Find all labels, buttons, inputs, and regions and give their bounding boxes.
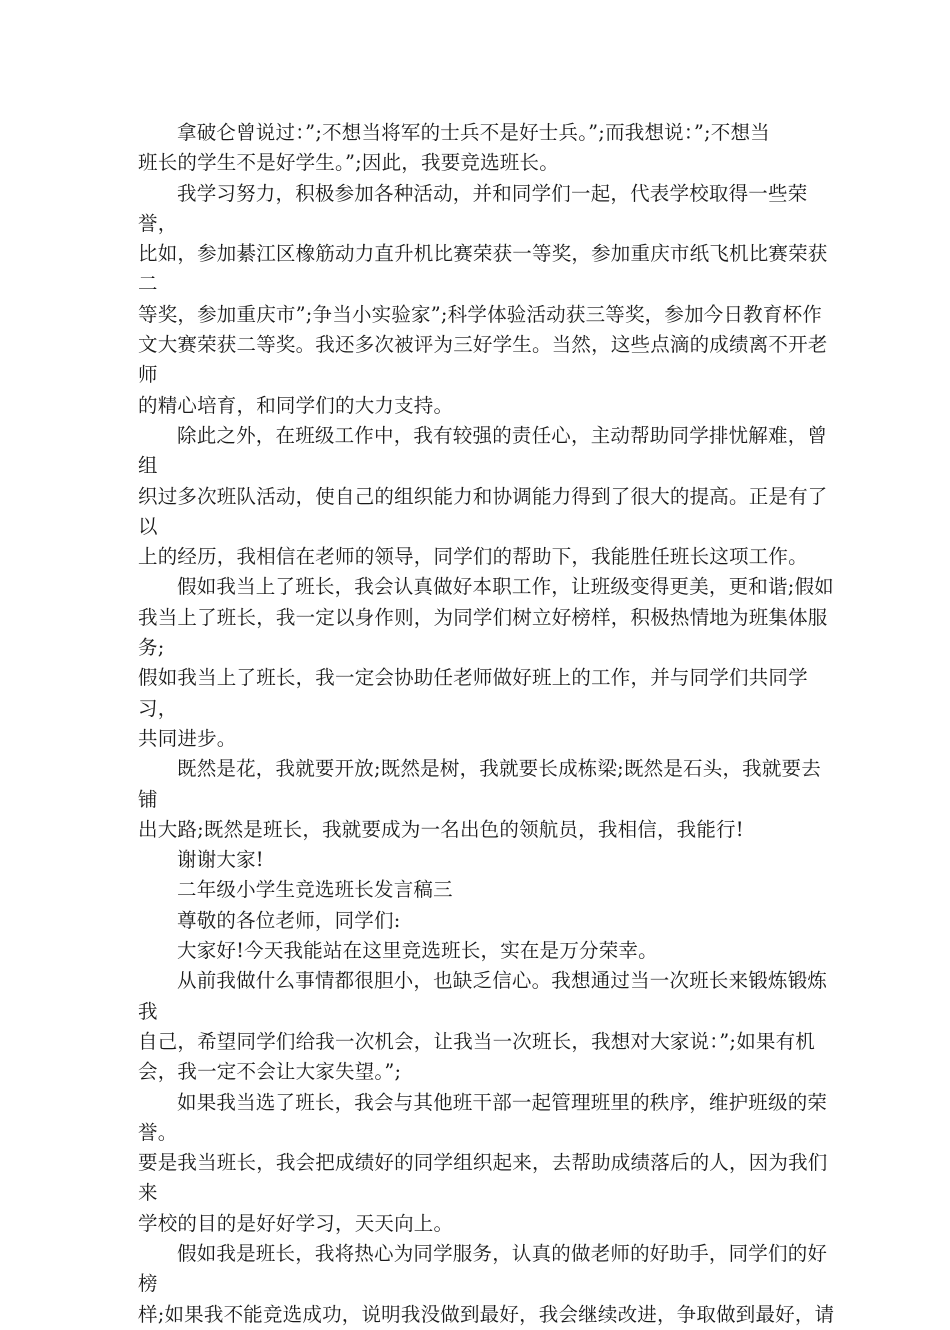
text-line: 织过多次班队活动，使自己的组织能力和协调能力得到了很大的提高。正是有了以 — [138, 484, 828, 538]
text-line: 如果我当选了班长，我会与其他班干部一起管理班里的秩序，维护班级的荣誉。 — [138, 1090, 828, 1144]
text-line: 大家好!今天我能站在这里竞选班长，实在是万分荣幸。 — [177, 939, 658, 963]
section-title — [138, 875, 838, 905]
text-line: 共同进步。 — [138, 726, 237, 750]
text-line: 的精心培育，和同学们的大力支持。 — [138, 393, 454, 417]
text-line: 谢谢大家! — [177, 848, 264, 872]
text-line: 样;如果我不能竞选成功，说明我没做到最好，我会继续改进，争取做到最好，请 — [138, 1302, 835, 1326]
text-line: 既然是花，我就要开放;既然是树，我就要长成栋梁;既然是石头，我就要去铺 — [138, 757, 821, 811]
paragraph — [138, 966, 838, 1087]
paragraph — [138, 572, 838, 754]
paragraph — [138, 421, 838, 572]
text-line: 会，我一定不会让大家失望。”; — [138, 1060, 402, 1084]
text-line: 要是我当班长，我会把成绩好的同学组织起来，去帮助成绩落后的人，因为我们来 — [138, 1151, 828, 1205]
text-line: 我当上了班长，我一定以身作则，为同学们树立好榜样，积极热情地为班集体服务; — [138, 605, 828, 660]
text-line: 比如，参加綦江区橡筋动力直升机比赛荣获一等奖，参加重庆市纸飞机比赛荣获二 — [138, 242, 828, 296]
text-line: 拿破仑曾说过：”;不想当将军的士兵不是好士兵。”;而我想说：”;不想当 — [177, 121, 770, 144]
text-line: 文大赛荣获二等奖。我还多次被评为三好学生。当然，这些点滴的成绩离不开老师 — [138, 333, 828, 387]
paragraph — [138, 1088, 838, 1239]
paragraph — [138, 118, 838, 179]
text-line: 上的经历，我相信在老师的领导，同学们的帮助下，我能胜任班长这项工作。 — [138, 545, 808, 569]
paragraph — [138, 179, 838, 421]
text-line: 我学习努力，积极参加各种活动，并和同学们一起，代表学校取得一些荣誉， — [138, 181, 808, 235]
text-line: 从前我做什么事情都很胆小，也缺乏信心。我想通过当一次班长来锻炼锻炼我 — [138, 969, 828, 1023]
text-line: 等奖，参加重庆市”;争当小实验家”;科学体验活动获三等奖，参加今日教育杯作 — [138, 302, 822, 326]
text-line: 学校的目的是好好学习，天天向上。 — [138, 1211, 454, 1235]
document-body — [138, 118, 838, 1330]
greeting — [138, 906, 838, 936]
paragraph — [138, 845, 838, 875]
paragraph — [138, 1239, 838, 1330]
paragraph — [138, 754, 838, 845]
text-line: 班长的学生不是好学生。”;因此，我要竞选班长。 — [138, 151, 559, 175]
text-line: 假如我当上了班长，我会认真做好本职工作，让班级变得更美，更和谐;假如 — [177, 575, 834, 599]
text-line: 假如我当上了班长，我一定会协助任老师做好班上的工作，并与同学们共同学习， — [138, 666, 808, 720]
text-line: 尊敬的各位老师，同学们: — [177, 908, 401, 932]
text-line: 除此之外，在班级工作中，我有较强的责任心，主动帮助同学排忧解难，曾组 — [138, 423, 828, 478]
text-line: 假如我是班长，我将热心为同学服务，认真的做老师的好助手，同学们的好榜 — [138, 1241, 828, 1296]
text-line: 二年级小学生竞选班长发言稿三 — [177, 878, 453, 902]
text-line: 自己，希望同学们给我一次机会，让我当一次班长，我想对大家说：”;如果有机 — [138, 1029, 815, 1053]
text-line: 出大路;既然是班长，我就要成为一名出色的领航员，我相信，我能行! — [138, 817, 744, 841]
paragraph — [138, 936, 838, 966]
